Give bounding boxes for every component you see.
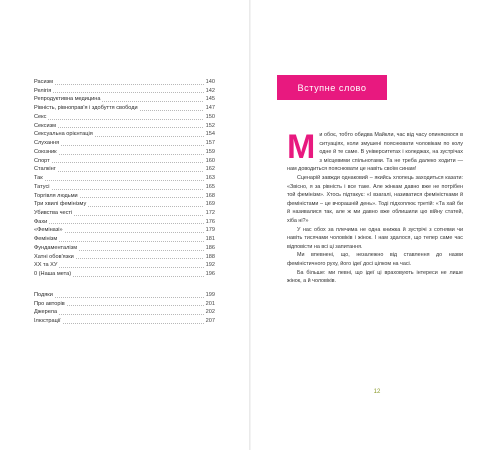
toc-entry-page: 199 [205, 291, 215, 298]
toc-group-main [34, 78, 215, 279]
toc-entry [34, 235, 215, 244]
toc-entry-title: Рівність, рівноправ'я і здобуття свободи [34, 105, 138, 112]
toc-entry [34, 95, 215, 104]
toc-leader-dots [55, 297, 204, 298]
toc-entry-title: Убивства честі [34, 210, 73, 217]
chapter-title: Вступне слово [277, 75, 387, 100]
toc-entry-page: 202 [205, 309, 215, 316]
toc-entry-title: Релігія [34, 87, 52, 94]
toc-leader-dots [55, 84, 204, 85]
toc-leader-dots [79, 250, 204, 251]
toc-entry [34, 87, 215, 96]
paragraph-1 [287, 128, 463, 174]
toc-entry-title: Сталкінг [34, 166, 56, 173]
chapter-body [287, 128, 463, 286]
toc-entry-title: Слухання [34, 140, 60, 147]
toc-entry-title: Татусі [34, 183, 50, 190]
toc-entry-page: 160 [205, 157, 215, 164]
toc-entry [34, 291, 215, 300]
toc-leader-dots [52, 189, 204, 190]
toc-entry-title: Подяки [34, 291, 53, 298]
toc-leader-dots [59, 154, 204, 155]
toc-entry [34, 209, 215, 218]
toc-leader-dots [59, 314, 204, 315]
toc-entry-page: 196 [205, 271, 215, 278]
toc-entry-page: 172 [205, 210, 215, 217]
toc-entry [34, 200, 215, 209]
toc-entry-title: Секс [34, 113, 47, 120]
paragraph-2: Сценарій завжди однаковий – якийсь хлопець заходиться казати: «Звісно, я за рівність і все таке. Але жінкам давно вже не потрібен той фемінізм». Хтось підтакує: «І взагалі, називатися феміністками й феміністами – це вчорашній день». Тоді підхоплює третій: «Та хай би й називалися так, але ж ми давно вже облишили цю війну статей, хіба ні?» [287, 174, 463, 224]
toc-entry-title: Ілюстрації [34, 318, 61, 325]
right-page [251, 0, 500, 450]
toc-entry-page: 163 [205, 175, 215, 182]
toc-entry [34, 308, 215, 317]
toc-entry-title: Про авторів [34, 300, 65, 307]
toc-entry-title: Сексизм [34, 122, 56, 129]
toc-entry-title: Так [34, 175, 43, 182]
toc-leader-dots [102, 101, 203, 102]
table-of-contents [34, 78, 215, 326]
toc-leader-dots [65, 232, 204, 233]
toc-entry [34, 183, 215, 192]
paragraph-5: Ба більше: ми певні, що ідеї ці враховують інтереси не лише жінок, а й чоловіків. [287, 269, 463, 285]
toc-leader-dots [53, 92, 203, 93]
toc-entry-title: Фундаменталізм [34, 244, 78, 251]
toc-entry-title: Сексуальна орієнтація [34, 131, 93, 138]
toc-entry [34, 148, 215, 157]
toc-leader-dots [74, 215, 203, 216]
toc-entry [34, 192, 215, 201]
toc-entry-page: 168 [205, 192, 215, 199]
toc-entry-page: 207 [205, 318, 215, 325]
toc-entry-page: 201 [205, 300, 215, 307]
toc-entry-title: Фемінізм [34, 236, 58, 243]
page-number: 12 [373, 389, 381, 395]
toc-entry-title: ХХ та ХУ [34, 262, 58, 269]
toc-entry-title: Спорт [34, 157, 50, 164]
toc-entry-page: 162 [205, 166, 215, 173]
toc-leader-dots [95, 136, 204, 137]
toc-leader-dots [58, 171, 204, 172]
toc-entry [34, 130, 215, 139]
toc-entry-page: 188 [205, 253, 215, 260]
toc-leader-dots [61, 145, 204, 146]
toc-entry [34, 174, 215, 183]
paragraph-3: У нас обох за плечима не одна книжка й зустрічі з сотнями чи навіть тисячами чоловіків і жінок. І нам здалося, що тепер саме час відповісти на всі ці запитання. [287, 226, 463, 250]
toc-entry-page: 147 [205, 105, 215, 112]
left-page [0, 0, 249, 450]
toc-leader-dots [76, 258, 204, 259]
toc-entry [34, 300, 215, 309]
toc-entry-page: 181 [205, 236, 215, 243]
toc-entry-page: 169 [205, 201, 215, 208]
toc-leader-dots [73, 276, 204, 277]
toc-entry [34, 122, 215, 131]
drop-cap: М [287, 128, 316, 166]
toc-entry-page: 145 [205, 96, 215, 103]
toc-leader-dots [59, 267, 203, 268]
toc-entry-page: 165 [205, 183, 215, 190]
toc-entry-title: Джерела [34, 309, 58, 316]
toc-entry-title: 0 (Наша мета) [34, 271, 72, 278]
toc-entry-title: «Феміназі» [34, 227, 63, 234]
toc-entry-title: Хатні обов'язки [34, 253, 74, 260]
toc-gap [34, 279, 215, 291]
toc-entry-title: Фахи [34, 218, 48, 225]
toc-entry [34, 157, 215, 166]
paragraph-1-text: и обоє, тобто обидва Майкли, час від часу опиняємося в ситуаціях, коли змушені пояснювати чоловікам по колу одне й те саме. В університетах і коледжах, на зустрічах з місцевими спільнотами. Та не треба далеко ходити — нам доводиться пояснювати це навіть своїм синам! [287, 132, 463, 173]
toc-entry [34, 226, 215, 235]
toc-entry-page: 192 [205, 262, 215, 269]
toc-entry [34, 317, 215, 326]
toc-entry-page: 150 [205, 113, 215, 120]
toc-leader-dots [80, 197, 204, 198]
toc-leader-dots [58, 127, 204, 128]
toc-entry [34, 244, 215, 253]
toc-entry [34, 113, 215, 122]
toc-entry-page: 157 [205, 140, 215, 147]
toc-entry-page: 186 [205, 244, 215, 251]
toc-entry [34, 139, 215, 148]
toc-entry [34, 104, 215, 113]
toc-entry [34, 261, 215, 270]
toc-entry [34, 218, 215, 227]
toc-leader-dots [67, 305, 204, 306]
toc-entry-title: Репродуктивна медицина [34, 96, 101, 103]
toc-entry [34, 270, 215, 279]
toc-entry [34, 165, 215, 174]
toc-entry-page: 179 [205, 227, 215, 234]
toc-group-back-matter [34, 291, 215, 326]
toc-entry [34, 78, 215, 87]
toc-entry [34, 253, 215, 262]
toc-entry-page: 140 [205, 79, 215, 85]
toc-leader-dots [140, 110, 204, 111]
toc-leader-dots [59, 241, 203, 242]
toc-leader-dots [48, 119, 203, 120]
toc-entry-title: Расизм [34, 79, 53, 85]
toc-entry-title: Торгівля людьми [34, 192, 78, 199]
toc-leader-dots [45, 180, 204, 181]
toc-entry-title: Три хвилі фемінізму [34, 201, 87, 208]
toc-entry-title: Союзник [34, 148, 57, 155]
toc-entry-page: 152 [205, 122, 215, 129]
toc-entry-page: 159 [205, 148, 215, 155]
toc-entry-page: 176 [205, 218, 215, 225]
toc-leader-dots [63, 323, 204, 324]
toc-entry-page: 142 [205, 87, 215, 94]
toc-leader-dots [52, 162, 204, 163]
paragraph-4: Ми впевнені, що, незалежно від ставлення до назви феміністичного руху, його ідеї досі цілком на часі. [287, 252, 463, 267]
toc-entry-page: 154 [205, 131, 215, 138]
toc-leader-dots [49, 223, 203, 224]
toc-leader-dots [88, 206, 203, 207]
